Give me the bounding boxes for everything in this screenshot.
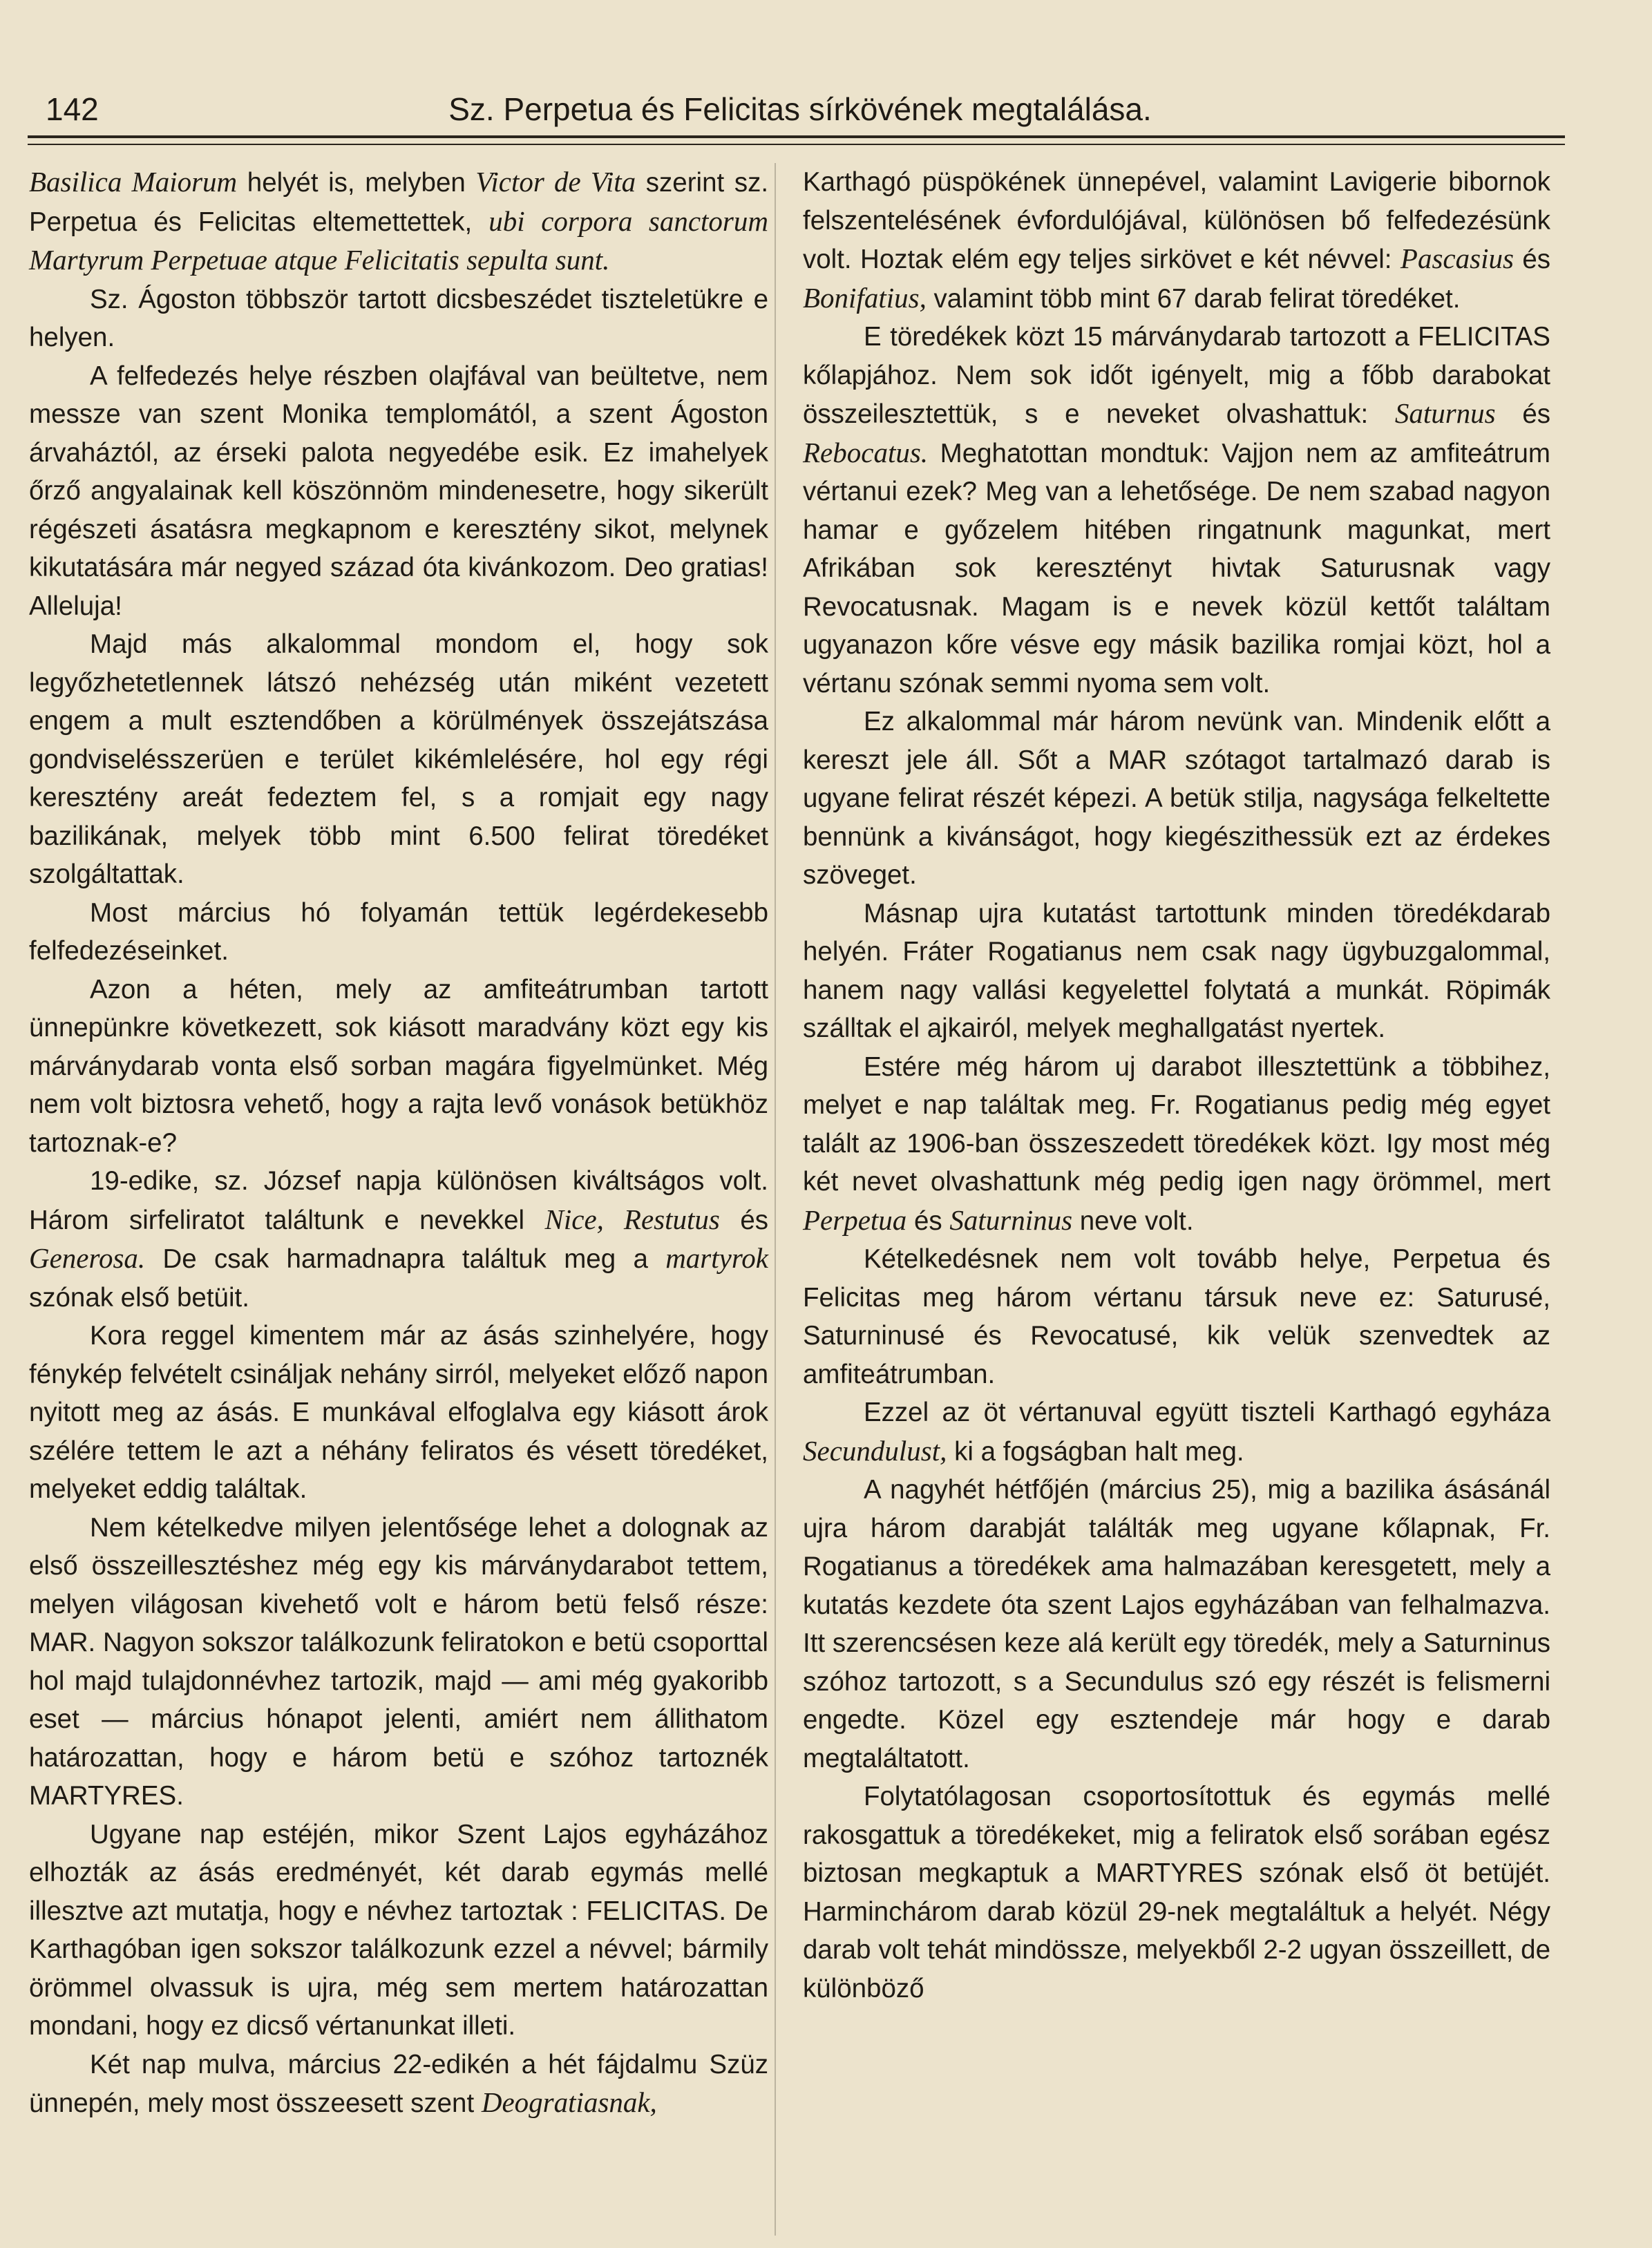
italic-text: Nice, Restutus: [544, 1203, 720, 1235]
paragraph: [803, 1240, 1550, 1393]
italic-text: Generosa.: [29, 1242, 146, 1274]
text-run: Kételkedésnek nem volt tovább helye, Perpetua és Felicitas meg három vértanu társuk neve ez: Saturusé, Saturninusé és Revocatusé, kik velük szenvedtek az amfiteátrumban.: [803, 1244, 1550, 1389]
left-column: [29, 163, 768, 2123]
italic-text: Rebocatus.: [803, 436, 929, 468]
paragraph: [803, 895, 1550, 1048]
paragraph: [803, 1048, 1550, 1241]
paragraph: [803, 1471, 1550, 1778]
paragraph: [29, 280, 768, 357]
text-run: és: [1495, 399, 1550, 429]
text-run: A nagyhét hétfőjén (március 25), mig a bazilika ásásánál ujra három darabját találták meg ugyane kőlapnak, Fr. Rogatianus a töredékek ama halmazában keresgetett, mely a kutatás kezdete óta szent Lajos egyházában van felhalmazva. Itt szerencsésen keze alá került egy töredék, mely a Saturninus szóhoz tartozott, s a Secundulus szó egy részét is felismerni engedte. Közel egy esztendeje már hogy e darab megtaláltatott.: [803, 1475, 1550, 1773]
page-number: 142: [46, 91, 99, 127]
page-header: [33, 82, 1567, 137]
text-run: szerint sz. Perpetua és Felicitas eltemettettek,: [29, 168, 769, 237]
running-title: Sz. Perpetua és Felicitas sírkövének megtalálása.: [448, 91, 1152, 127]
italic-text: Pascasius: [1400, 242, 1514, 274]
text-run: Estére még három uj darabot illesztettünk a többihez, melyet e nap találtak meg. Fr. Rogatianus pedig még egyet talált az 1906-ban összeszedett töredékek közt. Igy most még két nevet olvashattunk még pedig igen nagy örömmel, mert: [803, 1051, 1550, 1197]
text-run: Meghatottan mondtuk: Vajjon nem az amfiteátrum vértanui ezek? Meg van a lehetősége. De nem szabad nagyon hamar e győzelem hitében ringatnunk magunkat, mert Afrikában sok keresztényt hivtak Saturusnak vagy Revocatusnak. Magam is e nevek közül kettőt találtam ugyanazon kőre vésve egy másik bazilika romjai közt, hol a vértanu szónak semmi nyoma sem volt.: [803, 438, 1550, 698]
text-run: Folytatólagosan csoportosítottuk és egymás mellé rakosgattuk a töredékeket, mig a feliratok első sorában egész biztosan megkaptuk a MARTYRES szónak első öt betüjét. Harminchárom darab közül 29-nek megtaláltuk a helyét. Négy darab volt tehát mindösszе, melyekből 2-2 ugyan összeillett, de különböző: [803, 1782, 1550, 2003]
header-rule-thin: [28, 144, 1565, 145]
text-run: Kora reggel kimentem már az ásás szinhelyére, hogy fénykép felvételt csináljak nehány sirról, melyeket előző napon nyitott meg az ásás. E munkával elfoglalva egy kiásott árok szélére tettem le azt a néhány feliratos és vésett töredéket, melyeket eddig találtak.: [29, 1321, 768, 1504]
paragraph: [29, 1816, 768, 2046]
paragraph: [29, 163, 768, 280]
text-run: és: [906, 1206, 950, 1236]
italic-text: Bonifatius,: [803, 281, 927, 314]
italic-text: Saturnus: [1394, 397, 1496, 429]
italic-text: Perpetua: [803, 1203, 907, 1236]
italic-text: ubi corpora sanctorum Martyrum Perpetuae atque Felicitatis sepulta sunt.: [29, 204, 768, 276]
paragraph: [803, 1778, 1550, 2008]
text-run: valamint több mint 67 darab felirat töredéket.: [926, 283, 1461, 314]
italic-text: Saturninus: [949, 1203, 1073, 1236]
italic-text: Victor de Vita: [475, 166, 636, 198]
italic-text: Secundulust,: [803, 1434, 947, 1467]
paragraph: [803, 1393, 1550, 1471]
text-run: neve volt.: [1072, 1206, 1194, 1236]
text-run: ki a fogságban halt meg.: [947, 1436, 1244, 1467]
paragraph: [803, 318, 1550, 703]
paragraph: [29, 357, 768, 626]
text-run: helyét is, melyben: [237, 168, 476, 198]
paragraph: [29, 1509, 768, 1816]
italic-text: martyrok: [665, 1242, 768, 1274]
paragraph: [29, 625, 768, 894]
paragraph: [803, 703, 1550, 895]
italic-text: Basilica Maiorum: [29, 166, 238, 198]
text-run: Két nap mulva, március 22-edikén a hét fájdalmu Szüz ünnepén, mely most összeesett szent: [29, 2049, 768, 2118]
text-run: Nem kételkedve milyen jelentősége lehet a dolognak az első összeillesztéshez még egy kis márványdarabot tettem, melyen világosan kivehető volt e három betü felső része: MAR. Nagyon sokszor találkozunk feliratokon e betü csoporttal hol majd tulajdonnévhez tartozik, majd — ami még gyakoribb eset — március hónapot jelenti, amiért nem állithatom határozattan, hogy e három betü e szóhoz tartoznék MARTYRES.: [29, 1512, 768, 1811]
text-run: és: [1513, 245, 1550, 274]
text-run: Karthagó püspökének ünnepével, valamint Lavigerie bibornok felszentelésének évfordulójával, különösen bő felfedezésünk volt. Hoztak elém egy teljes sirkövet e két névvel:: [803, 167, 1550, 274]
text-run: E töredékek közt 15 márványdarab tartozott a FELICITAS kőlapjához. Nem sok időt igényelt, mig a főbb darabokat összeilesztettük, s e neveket olvashattuk:: [803, 322, 1550, 429]
text-run: Ezzel az öt vértanuval együtt tiszteli Karthagó egyháza: [864, 1398, 1550, 1427]
text-run: Azon a héten, mely az amfiteátrumban tartott ünnepünkre következett, sok kiásott maradvány közt egy kis márványdarab vonta első sorban magára figyelmünket. Még nem volt biztosra vehető, hogy a rajta levő vonások betükhöz tartoznak-e?: [29, 974, 768, 1158]
paragraph: [29, 894, 768, 971]
paragraph: [29, 971, 768, 1163]
text-run: A felfedezés helye részben olajfával van beültetve, nem messze van szent Monika templomától, a szent Ágoston árvaháztól, az érseki palota negyedébe esik. Ez imahelyek őrző angyalainak kell köszönnöm mindenesetre, hogy sikerült régészeti ásatásra megkapnom e keresztény sikot, melynek kikutatására már negyed század óta kivánkozom. Deo gratias! Alleluja!: [29, 361, 768, 621]
text-run: Ez alkalommal már három nevünk van. Mindenik előtt a kereszt jele áll. Sőt a MAR szótagot tartalmazó darab is ugyane felirat részét képezi. A betük stilja, nagysága felkeltette bennünk a kivánságot, hogy kiegészithessük ezt az érdekes szöveget.: [803, 707, 1550, 890]
text-run: Ugyane nap estéjén, mikor Szent Lajos egyházához elhozták az ásás eredményét, két darab egymás mellé illesztve azt mutatja, hogy e névhez tartoztak : FELICITAS. De Karthagóban igen sokszor találkozunk ezzel a névvel; bármily örömmel olvassuk is ujra, még sem mertem határozattan mondani, hogy ez dicső vértanunkat illeti.: [29, 1819, 768, 2041]
text-run: Sz. Ágoston többször tartott dicsbeszédet tiszteletükre e helyen.: [29, 284, 768, 352]
header-rule-thick: [28, 135, 1565, 138]
paragraph: [803, 163, 1550, 318]
italic-text: Deogratiasnak,: [481, 2086, 657, 2118]
text-run: Majd más alkalommal mondom el, hogy sok legyőzhetetlennek látszó nehézség után miként vezetett engem a mult esztendőben a körülmények összejátszása gondviselésszerüen e terület kikémlelésére, hol egy régi keresztény areát fedeztem fel, s a romjait egy nagy bazilikának, melyek több mint 6.500 felirat töredéket szolgáltattak.: [29, 629, 768, 889]
paragraph: [29, 1317, 768, 1509]
column-divider: [775, 163, 776, 2236]
right-column: [803, 163, 1550, 2008]
text-run: De csak harmadnapra találtuk meg a: [145, 1244, 666, 1274]
text-run: szónak első betüit.: [29, 1282, 249, 1313]
text-run: Másnap ujra kutatást tartottunk minden töredékdarab helyén. Fráter Rogatianus nem csak nagy ügybuzgalommal, hanem nagy vallási kegyelettel folytatá a munkát. Röpimák szálltak el ajkairól, melyek meghallgatást nyertek.: [803, 898, 1550, 1043]
text-run: 19-edike, sz. József napja különösen kiváltságos volt. Három sirfeliratot találtunk e nevekkel: [29, 1166, 768, 1235]
paragraph: [29, 2046, 768, 2123]
text-run: és: [719, 1205, 768, 1235]
text-run: Most március hó folyamán tettük legérdekesebb felfedezéseinket.: [29, 897, 768, 966]
paragraph: [29, 1162, 768, 1317]
